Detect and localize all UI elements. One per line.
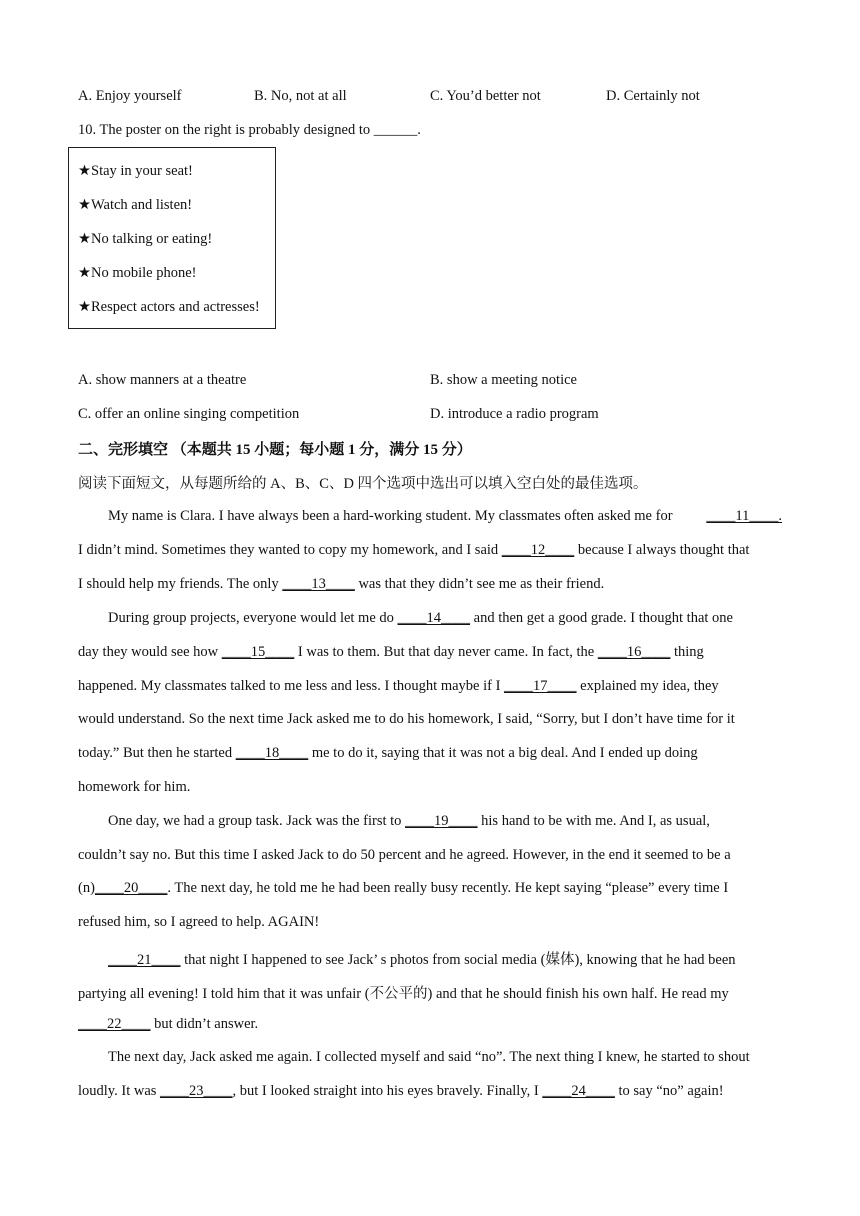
blank-16: ____16____ [597,644,671,660]
blank-24: ____24____ [542,1083,615,1099]
blank-22: ____22____ [78,1016,151,1032]
blank-23: ____23____ [160,1083,233,1099]
question-10: 10. The poster on the right is probably designed to ______. [78,122,421,138]
blank-21: ____21____ [108,952,181,968]
blank-14: ____14____ [397,610,471,626]
option-b: B. No, not at all [254,88,347,104]
q10-options-row1 [78,372,798,392]
blank-13: ____13____ [282,576,355,592]
blank-11: ____11____. [706,508,782,524]
blank-17: ____17____ [504,678,577,694]
blank-18: ____18____ [235,745,309,761]
option-b: B. show a meeting notice [430,372,577,388]
poster-rule: ★Stay in your seat! [78,163,193,179]
section-instruction: 阅读下面短文，从每题所给的 A、B、C、D 四个选项中选出可以填入空白处的最佳选项。 [78,476,648,492]
blank-12: ____12____ [501,542,575,558]
option-d: D. Certainly not [606,88,700,104]
poster-box [68,147,276,329]
q10-options-row2 [78,406,798,426]
option-c: C. offer an online singing competition [78,406,300,422]
blank-20: ____20____ [94,880,168,896]
q9-options [78,88,798,108]
option-a: A. show manners at a theatre [78,372,247,388]
poster-rule: ★Watch and listen! [78,197,193,213]
blank-19: ____19____ [405,813,478,829]
exam-page: A. Enjoy yourself B. No, not at all C. You’d better not D. Certainly not 10. The poster on the right is probably designed to ______. ★Stay in your seat! ★Watch and listen! ★No talking or eating! ★No mobile phone! ★Respect actors and actresses! A. show manners at a theatre B. show a meeting notice C. offer an online singing competition D. introduce a radio program 二、完形填空 （本题共 15 小题；每小题 1 分，满分 15 分） 阅读下面短文，从每题所给的 A、B、C、D 四个选项中选出可以填入空白处的最佳选项。 My name is Clara. I have always been a hard-working student. My classmates often asked me for ____11____. I didn’t mind. Sometimes they wanted to copy my homework, and I said ____12____ because I always thought that I should help my friends. The only ____13____ was that they didn’t see me as their friend. During group projects, everyone would let me do ____14____ and then get a good grade. I thought that one day they would see how ____15____ I was to them. But that day never came. In fact, the ____16____ thing happened. My classmates talked to me less and less. I thought maybe if I ____17____ explained my idea, they would understand. So the next time Jack asked me to do his homework, I said, “Sorry, but I don’t have time for it today.” But then he started ____18____ me to do it, saying that it was not a big deal. And I ended up doing homework for him. One day, we had a group task. Jack was the first to ____19____ his hand to be with me. And I, as usual, couldn’t say no. But this time I asked Jack to do 50 percent and he agreed. However, in the end it seemed to be a (n)____20____. The next day, he told me he had been really busy recently. He kept saying “please” every time I refused him, so I agreed to help. AGAIN! ____21____ that night I happened to see Jack’ s photos from social media (媒体), knowing that he had been partying all evening! I told him that it was unfair (不公平的) and that he should finish his own half. He read my ____22____ but didn’t answer. The next day, Jack asked me again. I collected myself and said “no”. The next thing I knew, he started to shout loudly. It was ____23____, but I looked straight into his eyes bravely. Finally, I ____24____ to say “no” again! [0,0,860,1216]
option-d: D. introduce a radio program [430,406,599,422]
poster-rule: ★Respect actors and actresses! [78,299,260,315]
section-title: 二、完形填空 （本题共 15 小题；每小题 1 分，满分 15 分） [78,442,472,458]
option-c: C. You’d better not [430,88,541,104]
blank-15: ____15____ [221,644,295,660]
option-a: A. Enjoy yourself [78,88,182,104]
poster-rule: ★No talking or eating! [78,231,213,247]
poster-rule: ★No mobile phone! [78,265,197,281]
